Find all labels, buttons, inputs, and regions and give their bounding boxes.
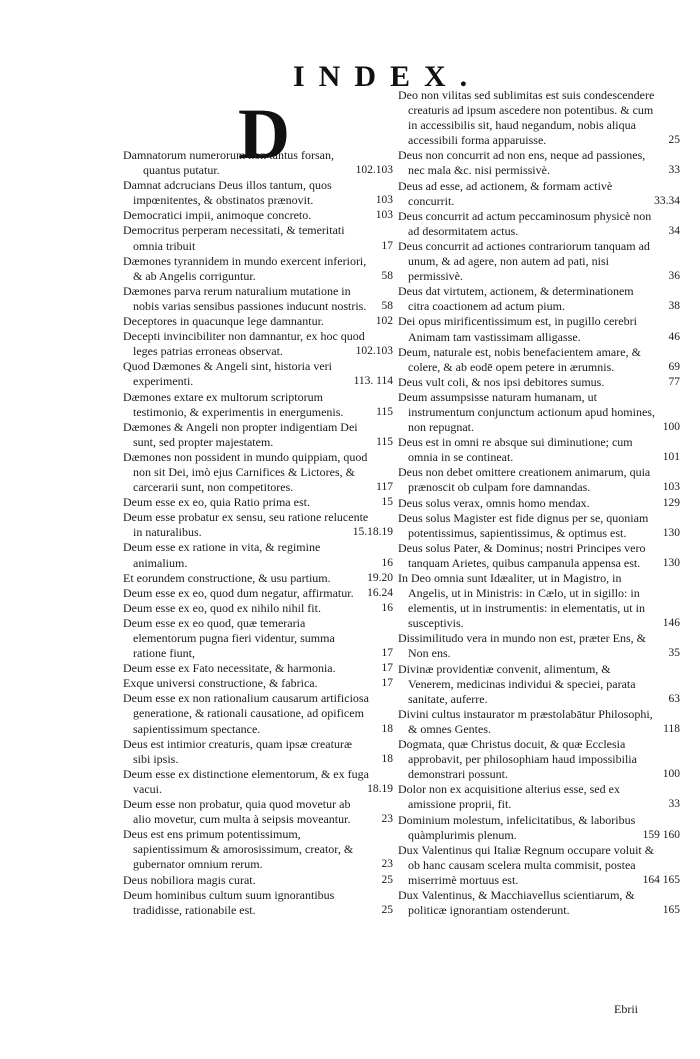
page-reference: 15 bbox=[381, 496, 393, 509]
index-entry bbox=[398, 813, 680, 843]
page-reference: 102 bbox=[375, 315, 393, 328]
index-entry bbox=[123, 223, 393, 253]
index-entry-text: Divini cultus instaurator m præstolabātur Philosophi, & omnes Gentes. bbox=[398, 706, 653, 736]
page-reference: 113. 114 bbox=[353, 375, 393, 388]
index-entry bbox=[123, 571, 393, 586]
index-entry-text: Quod Dæmones & Angeli sint, historia veri experimenti. bbox=[123, 359, 332, 389]
index-entry bbox=[398, 209, 680, 239]
index-entry bbox=[398, 284, 680, 314]
index-entry bbox=[123, 178, 393, 208]
index-entry-text: Dæmones tyrannidem in mundo exercent inferiori, & ab Angelis corriguntur. bbox=[123, 253, 367, 283]
index-entry bbox=[398, 88, 680, 148]
index-entry-text: Dissimilitudo vera in mundo non est, præter Ens, & Non ens. bbox=[398, 631, 646, 661]
index-entry-text: Deum esse ex eo, quod dum negatur, affirmatur. bbox=[123, 585, 354, 600]
index-entry-text: Dolor non ex acquisitione alterius esse, sed ex amissione proprii, fit. bbox=[398, 782, 620, 812]
index-entry bbox=[398, 435, 680, 465]
index-entry bbox=[398, 239, 680, 284]
page-reference: 25 bbox=[381, 873, 393, 886]
page-reference: 100 bbox=[662, 768, 680, 781]
index-entry bbox=[123, 359, 393, 389]
page-reference: 33.34 bbox=[654, 194, 680, 207]
index-entry bbox=[123, 420, 393, 450]
index-entry-text: Decepti invincibiliter non damnantur, ex hoc quod leges patrias erroneas observat. bbox=[123, 329, 365, 359]
index-entry-text: Deus est ens primum potentissimum, sapientissimum & amorosissimum, creator, & gubernator omnium rerum. bbox=[123, 827, 354, 872]
index-entry bbox=[398, 782, 680, 812]
page-reference: 77 bbox=[668, 375, 680, 388]
index-entry bbox=[123, 616, 393, 661]
index-entry bbox=[123, 691, 393, 736]
index-entry-text: Deus solus verax, omnis homo mendax. bbox=[398, 495, 590, 510]
index-entry-text: Deum esse ex non rationalium causarum artificiosa generatione, & rationali causatione, ad opificem sapientissimum spectance. bbox=[123, 691, 369, 736]
page-reference: 16.24 bbox=[367, 586, 393, 599]
index-entry-text: Deus non concurrit ad non ens, neque ad passiones, nec mala &c. nisi permissivè. bbox=[398, 148, 646, 178]
index-entry bbox=[398, 631, 680, 661]
index-entry bbox=[123, 148, 393, 178]
index-entry bbox=[398, 707, 680, 737]
page-reference: 103 bbox=[375, 209, 393, 222]
index-entry bbox=[398, 571, 680, 631]
index-entry bbox=[398, 843, 680, 888]
index-entry bbox=[398, 148, 680, 178]
page-reference: 15.18.19 bbox=[352, 526, 393, 539]
page-title: INDEX. bbox=[293, 60, 482, 93]
index-entry-text: Dux Valentinus, & Macchiavellus scientiarum, & politicæ ignorantiam ostenderunt. bbox=[398, 887, 635, 918]
index-entry bbox=[398, 314, 680, 344]
index-entry-text: Deus est in omni re absque sui diminutione; cum omnia in se contineat. bbox=[398, 435, 633, 465]
index-entry-text: Deus vult coli, & nos ipsi debitores sumus. bbox=[398, 374, 605, 389]
index-entry-text: Deus dat virtutem, actionem, & determinationem citra coactionem ad actum pium. bbox=[398, 284, 634, 314]
index-entry-text: Deum esse ex distinctione elementorum, & ex fuga vacui. bbox=[123, 766, 369, 796]
page-reference: 23 bbox=[381, 813, 393, 826]
page-reference: 25 bbox=[668, 134, 680, 147]
page-reference: 18 bbox=[381, 722, 393, 735]
index-column-right bbox=[398, 88, 680, 918]
page-reference: 58 bbox=[381, 269, 393, 282]
index-entry bbox=[123, 390, 393, 420]
index-entry-text: Democritus perperam necessitati, & temeritati omnia tribuit bbox=[123, 223, 345, 253]
index-entry-text: Deus non debet omittere creationem animarum, quia prænoscit ob culpam fore damnandas. bbox=[398, 465, 651, 495]
index-entry-text: Deum esse ex eo, quod ex nihilo nihil fit. bbox=[123, 600, 321, 615]
page-reference: 33 bbox=[668, 798, 680, 811]
index-entry-text: Dæmones non possident in mundo quippiam, quod non sit Dei, imò ejus Carnifices & Lictores, & carcerarii sunt, non competitores. bbox=[123, 449, 368, 495]
index-entry bbox=[398, 511, 680, 541]
index-entry bbox=[123, 827, 393, 872]
page-reference: 103 bbox=[662, 481, 680, 494]
page-reference: 130 bbox=[662, 526, 680, 539]
index-entry-text: Divinæ providentiæ convenit, alimentum, & Venerem, medicinas individui & speciei, parata sanitate, auferre. bbox=[398, 661, 636, 706]
catchword: Ebrii bbox=[614, 1002, 638, 1016]
page-reference: 35 bbox=[668, 647, 680, 660]
index-entry bbox=[398, 345, 680, 375]
index-entry-text: Dux Valentinus qui Italiæ Regnum occupare voluit & ob hanc causam scelera multa commisit, postea miserrimè mortuus est. bbox=[398, 842, 655, 887]
page-reference: 17 bbox=[381, 647, 393, 660]
page-reference: 102.103 bbox=[355, 345, 393, 358]
index-entry bbox=[123, 314, 393, 329]
index-entry-text: Dominium molestum, infelicitatibus, & laboribus quàmplurimis plenum. bbox=[398, 812, 636, 842]
index-entry bbox=[123, 873, 393, 888]
page-reference: 17 bbox=[381, 662, 393, 675]
index-entry bbox=[398, 662, 680, 707]
index-entry bbox=[123, 540, 393, 570]
index-entry bbox=[398, 496, 680, 511]
page-reference: 115 bbox=[376, 435, 393, 448]
page-reference: 159 160 bbox=[642, 828, 680, 841]
index-entry-text: Deus est intimior creaturis, quam ipsæ creaturæ sibi ipsis. bbox=[123, 736, 352, 766]
index-entry-text: Deum esse ex ratione in vita, & regimine animalium. bbox=[123, 540, 321, 570]
page-reference: 146 bbox=[662, 617, 680, 630]
page-reference: 130 bbox=[662, 556, 680, 569]
page-reference: 16 bbox=[381, 601, 393, 614]
index-entry-text: Deus concurrit ad actiones contrariorum tanquam ad unum, & ad agere, non autem ad pati, nisi permissivè. bbox=[398, 238, 650, 284]
index-column-left bbox=[123, 148, 393, 918]
index-entry-text: Dæmones extare ex multorum scriptorum testimonio, & experimentis in energumenis. bbox=[123, 389, 344, 419]
index-entry-text: Deus ad esse, ad actionem, & formam activè concurrit. bbox=[398, 178, 613, 208]
page-reference: 36 bbox=[668, 270, 680, 283]
index-entry bbox=[123, 797, 393, 827]
page-reference: 102.103 bbox=[355, 164, 393, 177]
index-entry-text: Democratici impii, animoque concreto. bbox=[123, 208, 312, 223]
index-entry-text: Deum assumpsisse naturam humanam, ut instrumentum conjunctum actionum apud homines, non repugnat. bbox=[398, 389, 655, 435]
page-reference: 25 bbox=[381, 903, 393, 916]
index-entry-text: Damnatorum numerorum non tantus forsan, quantus putatur. bbox=[123, 148, 334, 178]
page-reference: 117 bbox=[376, 481, 393, 494]
index-entry-text: Deum esse probatur ex sensu, seu ratione relucente in naturalibus. bbox=[123, 510, 369, 540]
index-entry-text: Deum hominibus cultum suum ignorantibus tradidisse, rationabile est. bbox=[123, 887, 335, 917]
index-entry-text: Exque universi constructione, & fabrica. bbox=[123, 676, 318, 691]
page-reference: 63 bbox=[668, 692, 680, 705]
index-entry-text: Dogmata, quæ Christus docuit, & quæ Ecclesia approbavit, per philosophiam haud impossibilia demonstrari possunt. bbox=[398, 737, 637, 782]
index-entry bbox=[123, 676, 393, 691]
page-reference: 34 bbox=[668, 224, 680, 237]
index-entry bbox=[123, 661, 393, 676]
index-entry bbox=[123, 888, 393, 918]
page-reference: 23 bbox=[381, 858, 393, 871]
index-entry bbox=[123, 208, 393, 223]
index-entry-text: Deus solus Magister est fide dignus per se, quoniam potentissimus, sapientissimus, & optimus est. bbox=[398, 510, 649, 540]
index-entry bbox=[123, 510, 393, 540]
index-entry-text: Deum esse ex Fato necessitate, & harmonia. bbox=[123, 661, 336, 676]
index-entry-text: In Deo omnia sunt Idæaliter, ut in Magistro, in Angelis, ut in Ministris: in Cælo, ut in sigillo: in elementis, ut in instrumentis: in elementatis, ut in susceptivis. bbox=[398, 571, 645, 631]
index-entry bbox=[123, 495, 393, 510]
page-reference: 58 bbox=[381, 299, 393, 312]
index-entry bbox=[398, 390, 680, 435]
index-entry bbox=[123, 767, 393, 797]
page-reference: 115 bbox=[376, 405, 393, 418]
index-entry-text: Et eorundem constructione, & usu partium. bbox=[123, 570, 331, 585]
index-entry bbox=[123, 586, 393, 601]
page-reference: 17 bbox=[381, 239, 393, 252]
page-reference: 38 bbox=[668, 300, 680, 313]
index-entry-text: Deo non vilitas sed sublimitas est suis condescendere creaturis ad ipsum ascedere non potentibus. & cum in accessibilis sit, haud negandum, nobis aliqua accessibili forma apparuisse. bbox=[398, 88, 655, 148]
index-entry-text: Deum, naturale est, nobis benefacientem amare, & colere, & ab eodē opem petere in ærumnis. bbox=[398, 344, 641, 374]
index-entry bbox=[398, 541, 680, 571]
index-entry-text: Deus nobiliora magis curat. bbox=[123, 872, 256, 887]
page-reference: 16 bbox=[381, 556, 393, 569]
index-entry bbox=[123, 601, 393, 616]
page-reference: 101 bbox=[662, 451, 680, 464]
index-entry-text: Deum esse ex eo, quia Ratio prima est. bbox=[123, 495, 310, 510]
index-entry-text: Deceptores in quacunque lege damnantur. bbox=[123, 314, 324, 329]
index-entry bbox=[123, 450, 393, 495]
index-entry bbox=[123, 737, 393, 767]
page-reference: 33 bbox=[668, 164, 680, 177]
page-reference: 100 bbox=[662, 421, 680, 434]
page-reference: 18.19 bbox=[367, 782, 393, 795]
index-entry-text: Deus concurrit ad actum peccaminosum physicè non ad desormitatem actus. bbox=[398, 208, 652, 238]
page-reference: 17 bbox=[381, 677, 393, 690]
section-initial: D bbox=[238, 94, 290, 174]
index-entry-text: Dæmones parva rerum naturalium mutatione in nobis varias sensibus passiones inducunt nostris. bbox=[123, 283, 367, 313]
index-entry-text: Dei opus mirificentissimum est, in pugillo cerebri Animam tam vastissimam alligasse. bbox=[398, 314, 637, 344]
index-entry-text: Dæmones & Angeli non propter indigentiam Dei sunt, sed propter majestatem. bbox=[123, 419, 358, 449]
index-entry-text: Deum esse non probatur, quia quod movetur ab alio movetur, cum multa à seipsis moveantur. bbox=[123, 797, 351, 827]
page-reference: 103 bbox=[375, 194, 393, 207]
index-entry-text: Damnat adcrucians Deus illos tantum, quos impœnitentes, & obstinatos prænovit. bbox=[123, 178, 332, 208]
index-entry bbox=[123, 329, 393, 359]
page-reference: 164 165 bbox=[642, 873, 680, 886]
index-entry bbox=[398, 179, 680, 209]
index-entry bbox=[398, 465, 680, 495]
index-entry bbox=[123, 254, 393, 284]
index-entry-text: Deum esse ex eo quod, quæ temeraria elementorum pugna fieri videntur, summa ratione fiunt, bbox=[123, 615, 335, 661]
page-reference: 69 bbox=[668, 360, 680, 373]
page-reference: 118 bbox=[663, 722, 680, 735]
page-reference: 18 bbox=[381, 752, 393, 765]
page-reference: 165 bbox=[662, 904, 680, 917]
index-entry-text: Deus solus Pater, & Dominus; nostri Principes vero tanquam Arietes, quibus campanula appensa est. bbox=[398, 540, 646, 570]
page-reference: 46 bbox=[668, 330, 680, 343]
index-entry bbox=[398, 737, 680, 782]
index-entry bbox=[398, 888, 680, 918]
page-reference: 19.20 bbox=[367, 571, 393, 584]
index-entry bbox=[398, 375, 680, 390]
page-reference: 129 bbox=[662, 496, 680, 509]
index-entry bbox=[123, 284, 393, 314]
